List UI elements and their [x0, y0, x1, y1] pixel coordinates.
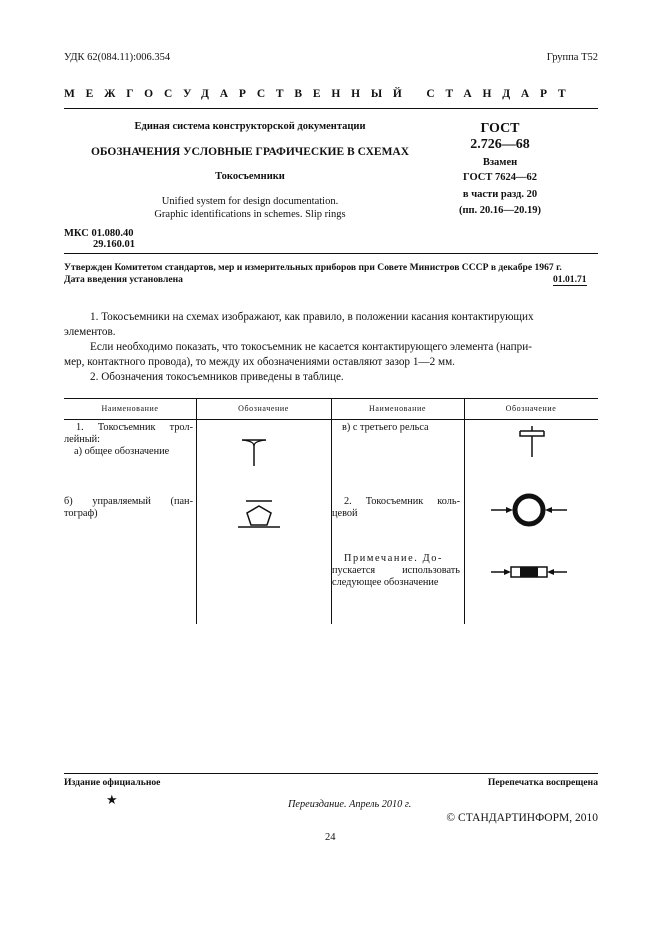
paragraph-2-line-1: Если необходимо показать, что токосъемник не касается контактирующего элемента (напри- — [90, 341, 532, 353]
row-third-rail: в) с третьего рельса — [342, 422, 429, 433]
star-icon: ★ — [106, 792, 118, 807]
gost-number: 2.726—68 — [470, 137, 530, 152]
row-trolley-line-3: а) общее обозначение — [74, 446, 170, 457]
approval-statement: Утвержден Комитетом стандартов, мер и измерительных приборов при Совете Министров СССР в декабре 1967 г. — [64, 262, 562, 273]
pantograph-symbol — [234, 498, 284, 530]
reprint-notice: Перепечатка воспрещена — [487, 777, 598, 788]
paragraph-1-line-2: элементов. — [64, 326, 116, 338]
table-note — [332, 553, 460, 589]
row-slip-ring — [332, 496, 460, 520]
slip-ring-alt-symbol — [489, 562, 569, 582]
col-header-symbol-1: Обозначение — [238, 404, 289, 413]
group-code: Группа Т52 — [546, 52, 598, 63]
copyright: © СТАНДАРТИНФОРМ, 2010 — [446, 812, 598, 824]
replaced-gost: ГОСТ 7624—62 — [463, 172, 537, 183]
paragraph-1-line-1: 1. Токосъемники на схемах изображают, как правило, в положении касания контактирующих — [90, 311, 534, 323]
paragraph-3: 2. Обозначения токосъемников приведены в таблице. — [90, 371, 344, 383]
effective-date-label: Дата введения установлена — [64, 274, 183, 285]
replaces-label: Взамен — [482, 157, 518, 168]
banner-rule — [64, 108, 598, 109]
effective-date: 01.01.71 — [553, 274, 587, 285]
row-slip-ring-line-1: 2. Токосъемник коль- — [344, 496, 460, 507]
replaced-part: в части разд. 20 — [462, 189, 538, 200]
document-subtitle: Токосъемники — [215, 171, 285, 182]
trolley-general-symbol — [234, 434, 274, 468]
english-title-line-1: Unified system for design documentation. — [161, 196, 339, 207]
row-pantograph-line-2: тограф) — [64, 508, 98, 519]
note-line-1: Примечание. До- — [344, 553, 444, 564]
replaced-paragraphs: (пп. 20.16—20.19) — [458, 205, 542, 216]
slip-ring-symbol — [489, 490, 569, 530]
standard-banner: МЕЖГОСУДАРСТВЕННЫЙ СТАНДАРТ — [64, 88, 577, 100]
col-header-name-2: Наименование — [368, 404, 427, 413]
english-title-line-2: Graphic identifications in schemes. Slip rings — [154, 209, 346, 220]
col-header-symbol-2: Обозначение — [505, 404, 557, 413]
row-trolley-line-1: 1. Токосъемник трол- — [76, 422, 193, 433]
footer-rule — [64, 773, 598, 774]
note-line-3: следующее обозначение — [332, 577, 439, 588]
reissue-note: Переиздание. Апрель 2010 г. — [288, 799, 412, 810]
title-rule — [64, 253, 598, 254]
udk-code: УДК 62(084.11):006.354 — [64, 52, 171, 63]
symbols-table — [64, 398, 598, 624]
note-line-2: пускается использовать — [332, 565, 460, 576]
mks-code-2: 29.160.01 — [93, 239, 135, 250]
third-rail-symbol — [512, 424, 552, 460]
row-pantograph-line-1: б) управляемый (пан- — [64, 496, 193, 507]
row-trolley-line-2: лейный: — [64, 434, 101, 445]
official-edition: Издание официальное — [64, 777, 161, 788]
paragraph-2-line-2: мер, контактного провода), то между их обозначениями оставляют зазор 1—2 мм. — [64, 356, 455, 368]
row-pantograph — [64, 496, 193, 520]
page-number: 24 — [325, 832, 336, 843]
row-trolley — [64, 422, 193, 458]
gost-label: ГОСТ — [480, 121, 520, 136]
mks-code-1: МКС 01.080.40 — [64, 228, 134, 239]
col-header-name-1: Наименование — [101, 404, 159, 413]
system-name: Единая система конструкторской документации — [134, 121, 366, 132]
row-slip-ring-line-2: цевой — [332, 508, 358, 519]
document-title: ОБОЗНАЧЕНИЯ УСЛОВНЫЕ ГРАФИЧЕСКИЕ В СХЕМАХ — [90, 146, 410, 158]
